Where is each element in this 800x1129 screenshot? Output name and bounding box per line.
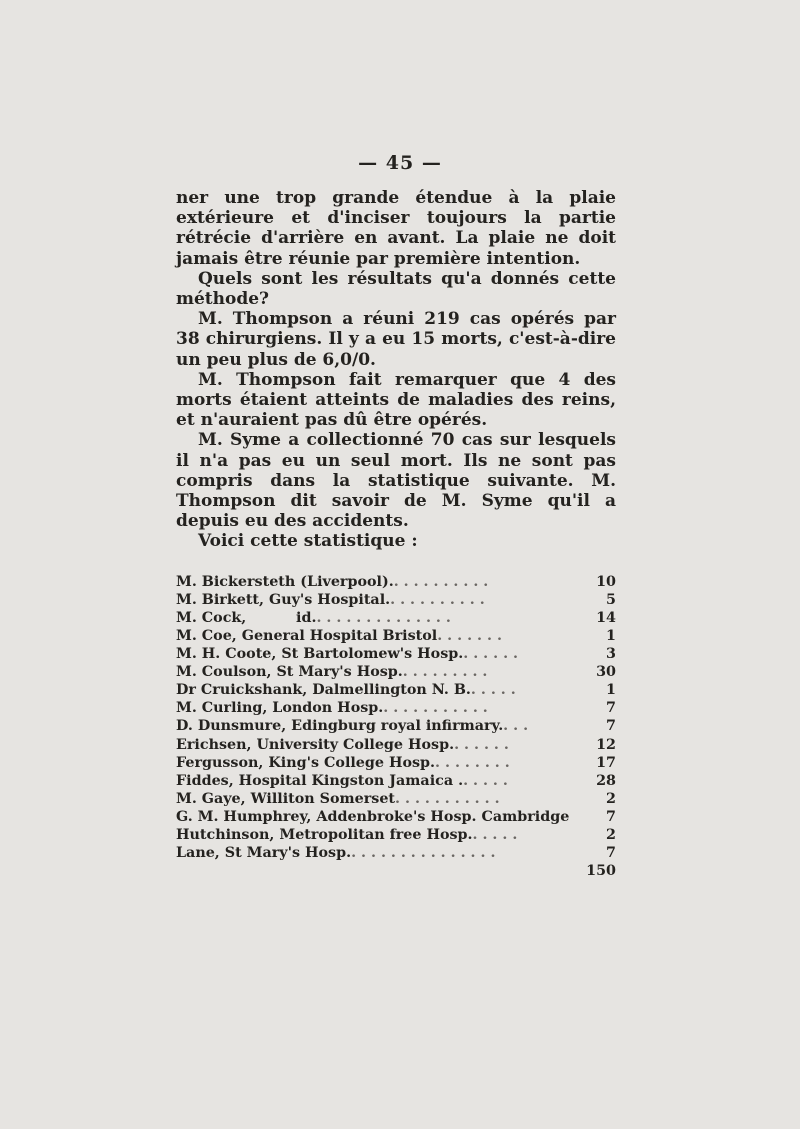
surgeon-name: M. Coe, General Hospital Bristol bbox=[176, 627, 438, 644]
leader-dots: . . . . . . bbox=[454, 736, 509, 753]
paragraph-thompson-cases: M. Thompson a réuni 219 cas opérés par 38 chirurgiens. Il y a eu 15 morts, c'est-à-dire un peu plus de 6,0/0. bbox=[176, 309, 616, 370]
statistics-row bbox=[176, 663, 616, 681]
surgeon-name: Fiddes, Hospital Kingston Jamaica . bbox=[176, 772, 464, 789]
statistics-row bbox=[176, 844, 616, 862]
page-number: — 45 — bbox=[358, 152, 442, 174]
case-count: 1 bbox=[606, 627, 616, 644]
case-count: 10 bbox=[596, 573, 616, 590]
surgeon-name: M. Curling, London Hosp. bbox=[176, 700, 384, 717]
leader-dots: . . . . . bbox=[470, 682, 516, 699]
paragraph-syme: M. Syme a collectionné 70 cas sur lesquels il n'a pas eu un seul mort. Ils ne sont pas compris dans la statistique suivante. M. Thompson dit savoir de M. Syme qu'il a depuis eu des accidents. bbox=[176, 430, 616, 532]
leader-dots: . . . . . . . . . bbox=[402, 664, 488, 681]
leader-dots: . . . . . . bbox=[463, 646, 519, 663]
case-count: 2 bbox=[606, 790, 616, 807]
leader-dots: . . . . . . . bbox=[437, 627, 502, 644]
page-body bbox=[176, 188, 616, 880]
case-count: 7 bbox=[606, 808, 616, 825]
case-count: 12 bbox=[596, 736, 616, 753]
leader-dots: . . . . . . . . . . . bbox=[383, 700, 488, 717]
statistics-row bbox=[176, 645, 616, 663]
case-count: 3 bbox=[606, 646, 616, 663]
statistics-row bbox=[176, 790, 616, 808]
statistics-row bbox=[176, 609, 616, 627]
surgeon-name: Hutchinson, Metropolitan free Hosp. bbox=[176, 826, 473, 843]
leader-dots: . . . . . . . . . . bbox=[393, 573, 489, 590]
paragraph-continued: ner une trop grande étendue à la plaie extérieure et d'inciser toujours la partie rétrécie d'arrière en avant. La plaie ne doit jamais être réunie par première intention. bbox=[176, 188, 616, 269]
case-count: 1 bbox=[606, 682, 616, 699]
surgeon-name: M. Cock, id. bbox=[176, 609, 317, 626]
surgeon-name: M. H. Coote, St Bartolomew's Hosp. bbox=[176, 646, 464, 663]
statistics-list bbox=[176, 573, 616, 881]
statistics-total-row bbox=[176, 862, 616, 880]
paragraph-statistics-intro: Voici cette statistique : bbox=[198, 531, 418, 552]
statistics-row bbox=[176, 681, 616, 699]
statistics-row bbox=[176, 826, 616, 844]
leader-dots: . . . bbox=[503, 718, 529, 735]
surgeon-name: M. Gaye, Williton Somerset bbox=[176, 790, 396, 807]
leader-dots: . . . . . . . . . . . . . . . bbox=[351, 845, 496, 862]
leader-dots: . . . . . . . . bbox=[435, 754, 510, 771]
leader-dots: . . . . . bbox=[463, 772, 508, 789]
surgeon-name: M. Birkett, Guy's Hospital. bbox=[176, 591, 391, 608]
surgeon-name: Dr Cruickshank, Dalmellington N. B. bbox=[176, 682, 471, 699]
statistics-row bbox=[176, 717, 616, 735]
case-count: 7 bbox=[606, 718, 616, 735]
surgeon-name: Lane, St Mary's Hosp. bbox=[176, 845, 352, 862]
surgeon-name: G. M. Humphrey, Addenbroke's Hosp. Cambridge bbox=[176, 808, 570, 825]
surgeon-name: Erichsen, University College Hosp. bbox=[176, 736, 455, 753]
statistics-row bbox=[176, 699, 616, 717]
statistics-row bbox=[176, 627, 616, 645]
statistics-row bbox=[176, 736, 616, 754]
leader-dots: . . . . . . . . . . . bbox=[395, 790, 500, 807]
paragraph-thompson-remark: M. Thompson fait remarquer que 4 des morts étaient atteints de maladies des reins, et n'auraient pas dû être opérés. bbox=[176, 369, 616, 431]
case-count: 14 bbox=[596, 609, 616, 626]
surgeon-name: M. Coulson, St Mary's Hosp. bbox=[176, 664, 403, 681]
case-count: 7 bbox=[606, 845, 616, 862]
surgeon-name: Fergusson, King's College Hosp. bbox=[176, 754, 436, 771]
case-count: 28 bbox=[596, 772, 616, 789]
case-count: 5 bbox=[606, 591, 616, 608]
case-count: 2 bbox=[606, 826, 616, 843]
statistics-row bbox=[176, 573, 616, 591]
statistics-row bbox=[176, 772, 616, 790]
case-count: 7 bbox=[606, 700, 616, 717]
statistics-row bbox=[176, 754, 616, 772]
leader-dots: . . . . . . . . . . bbox=[390, 591, 485, 608]
paragraph-question: Quels sont les résultats qu'a donnés cette méthode? bbox=[176, 268, 616, 310]
statistics-total: 150 bbox=[586, 863, 616, 880]
statistics-row bbox=[176, 591, 616, 609]
case-count: 30 bbox=[596, 664, 616, 681]
surgeon-name: D. Dunsmure, Edingburg royal infirmary. bbox=[176, 718, 504, 735]
statistics-row bbox=[176, 808, 616, 826]
case-count: 17 bbox=[596, 754, 616, 771]
surgeon-name: M. Bickersteth (Liverpool). bbox=[176, 573, 394, 590]
leader-dots: . . . . . . . . . . . . . . bbox=[316, 609, 451, 626]
leader-dots: . . . . . bbox=[472, 826, 518, 843]
